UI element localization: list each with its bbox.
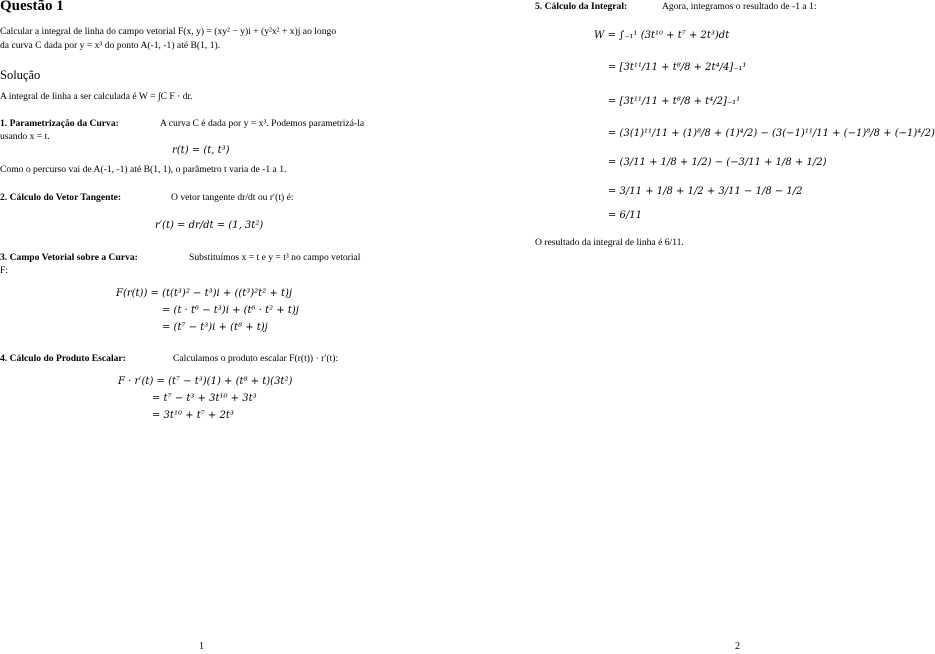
- step-1-equation: r(t) = (t, t³): [172, 145, 230, 156]
- step-5-equation-3: = [3t¹¹/11 + t⁸/8 + t⁴/2]₋₁¹: [608, 96, 741, 107]
- question-title: Questão 1: [0, 0, 64, 14]
- step-4-equation-3: = 3t¹⁰ + t⁷ + 2t³: [152, 410, 234, 421]
- result-text: O resultado da integral de linha é 6/11.: [535, 237, 684, 248]
- step-4-text: Calculamos o produto escalar F(r(t)) · r′(t):: [173, 353, 339, 364]
- step-2-title: 2. Cálculo do Vetor Tangente:: [0, 192, 122, 203]
- statement-line-2: da curva C dada por y = x³ do ponto A(-1, -1) até B(1, 1).: [0, 40, 221, 51]
- step-4-equation-2: = t⁷ − t³ + 3t¹⁰ + 3t³: [152, 393, 257, 404]
- step-1-text-a: A curva C é dada por y = x³. Podemos parametrizá-la: [160, 118, 365, 129]
- step-5-text: Agora, integramos o resultado de -1 a 1:: [662, 1, 817, 12]
- step-1-text-b: usando x = t.: [0, 131, 50, 142]
- solution-heading: Solução: [0, 68, 41, 82]
- step-3-equation-2: = (t · t⁶ − t³)i + (t⁶ · t² + t)j: [162, 305, 299, 316]
- step-3-title: 3. Campo Vetorial sobre a Curva:: [0, 252, 138, 263]
- page-number-2: 2: [735, 641, 740, 652]
- page-1: [0, 0, 438, 654]
- step-2-text: O vetor tangente dr/dt ou r′(t) é:: [171, 192, 294, 203]
- step-2-equation: r′(t) = dr/dt = (1, 3t²): [155, 220, 264, 231]
- step-3-equation-3: = (t⁷ − t³)i + (t⁸ + t)j: [162, 322, 268, 333]
- page-number-1: 1: [199, 641, 204, 652]
- step-3-text-b: F:: [0, 265, 9, 276]
- step-4-title: 4. Cálculo do Produto Escalar:: [0, 353, 126, 364]
- solution-intro: A integral de linha a ser calculada é W = ∫C F · dr.: [0, 91, 193, 102]
- step-5-equation-2: = [3t¹¹/11 + t⁸/8 + 2t⁴/4]₋₁¹: [608, 62, 747, 73]
- step-3-text-a: Substituímos x = t e y = t³ no campo vetorial: [189, 252, 361, 263]
- step-1-text-c: Como o percurso vai de A(-1, -1) até B(1, 1), o parâmetro t varia de -1 a 1.: [0, 164, 287, 175]
- step-1-title: 1. Parametrização da Curva:: [0, 118, 119, 129]
- step-4-equation-1: F · r′(t) = (t⁷ − t³)(1) + (t⁸ + t)(3t²): [118, 376, 293, 387]
- step-5-equation-5: = (3/11 + 1/8 + 1/2) − (−3/11 + 1/8 + 1/2): [608, 157, 827, 168]
- step-5-equation-7: = 6/11: [608, 210, 643, 221]
- step-3-equation-1: F(r(t)) = (t(t³)² − t³)i + ((t³)²t² + t)j: [116, 288, 292, 299]
- statement-line-1: Calcular a integral de linha do campo vetorial F(x, y) = (xy² − y)i + (y²x² + x)j ao longo: [0, 26, 337, 37]
- step-5-equation-1: W = ∫₋₁¹ (3t¹⁰ + t⁷ + 2t³)dt: [594, 30, 730, 41]
- page-2: [438, 0, 935, 654]
- step-5-equation-4: = (3(1)¹¹/11 + (1)⁸/8 + (1)⁴/2) − (3(−1)¹¹/11 + (−1)⁸/8 + (−1)⁴/2): [608, 128, 935, 139]
- step-5-title: 5. Cálculo da Integral:: [535, 1, 628, 12]
- step-5-equation-6: = 3/11 + 1/8 + 1/2 + 3/11 − 1/8 − 1/2: [608, 186, 803, 197]
